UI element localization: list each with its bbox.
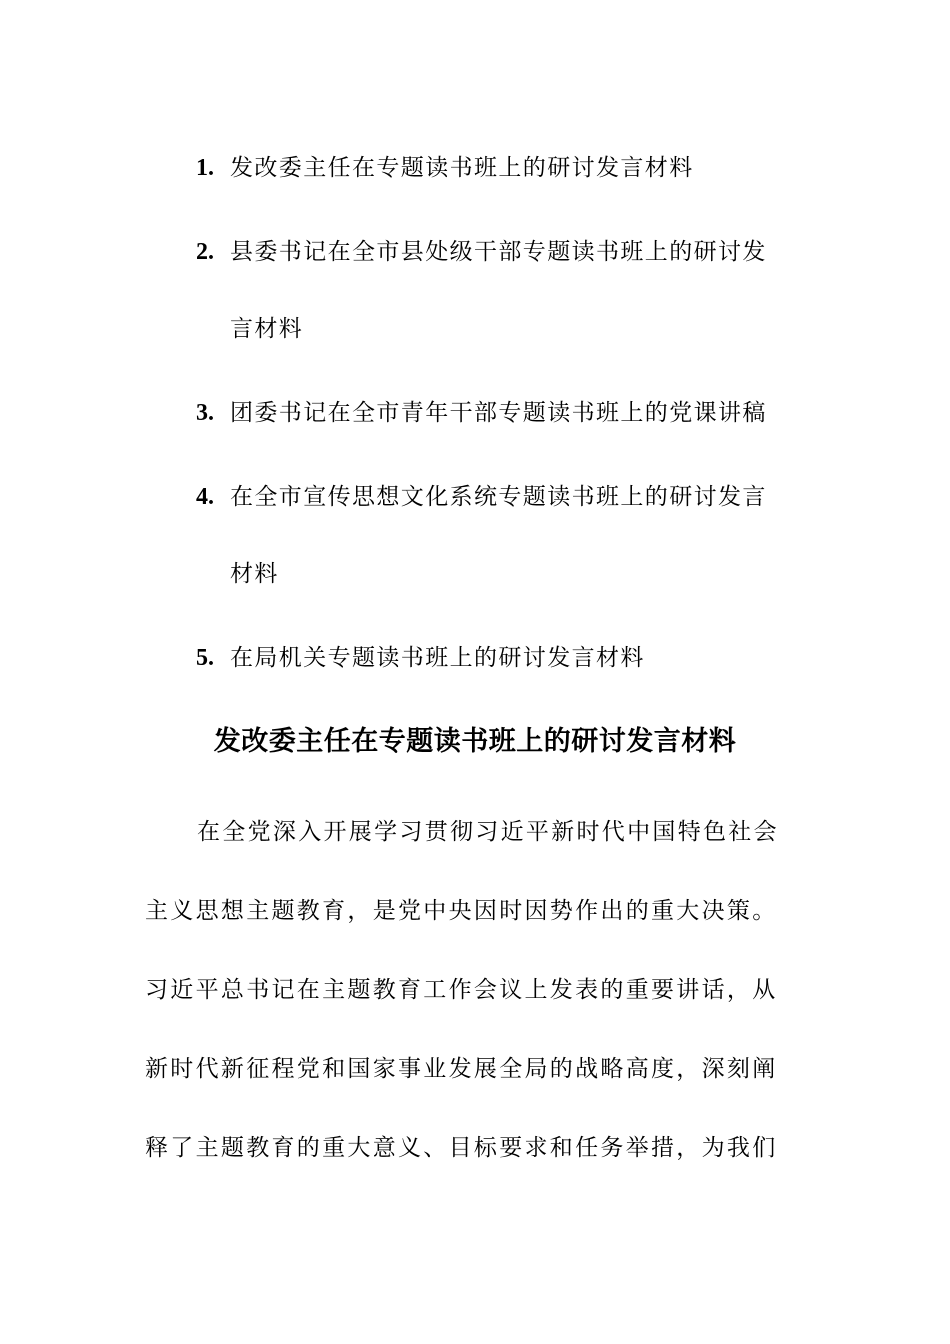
toc-item-number: 1. <box>196 155 214 181</box>
toc-item-number: 4. <box>196 484 214 510</box>
toc-item-title-line: 在全市宣传思想文化系统专题读书班上的研讨发言 <box>230 484 767 510</box>
toc-item-title <box>230 232 816 349</box>
toc-item-title-line: 团委书记在全市青年干部专题读书班上的党课讲稿 <box>230 400 767 426</box>
article-body <box>145 812 805 1207</box>
toc-item[interactable] <box>196 393 816 433</box>
toc-item-title-line: 县委书记在全市县处级干部专题读书班上的研讨发 <box>230 239 767 265</box>
toc-item[interactable] <box>196 148 816 188</box>
toc-item-number: 3. <box>196 400 214 426</box>
table-of-contents <box>196 148 816 678</box>
body-line: 主义思想主题教育，是党中央因时因势作出的重大决策。 <box>145 898 778 924</box>
toc-item-title-line: 言材料 <box>230 316 304 342</box>
toc-item-title <box>230 477 816 594</box>
toc-item-title <box>230 638 816 678</box>
toc-item-title <box>230 148 816 188</box>
toc-item-number: 2. <box>196 239 214 265</box>
body-line: 释了主题教育的重大意义、目标要求和任务举措，为我们 <box>145 1135 778 1161</box>
toc-item-title-line: 在局机关专题读书班上的研讨发言材料 <box>230 645 645 671</box>
toc-item-title-line: 材料 <box>230 561 279 587</box>
toc-item[interactable] <box>196 232 816 349</box>
toc-item-title <box>230 393 816 433</box>
body-line: 新时代新征程党和国家事业发展全局的战略高度，深刻阐 <box>145 1056 778 1082</box>
body-line: 在全党深入开展学习贯彻习近平新时代中国特色社会 <box>197 819 779 845</box>
toc-item-title-line: 发改委主任在专题读书班上的研讨发言材料 <box>230 155 694 181</box>
toc-item[interactable] <box>196 477 816 594</box>
body-line: 习近平总书记在主题教育工作会议上发表的重要讲话，从 <box>145 977 778 1003</box>
article-title: 发改委主任在专题读书班上的研讨发言材料 <box>213 726 737 757</box>
toc-item[interactable] <box>196 638 816 678</box>
toc-item-number: 5. <box>196 645 214 671</box>
